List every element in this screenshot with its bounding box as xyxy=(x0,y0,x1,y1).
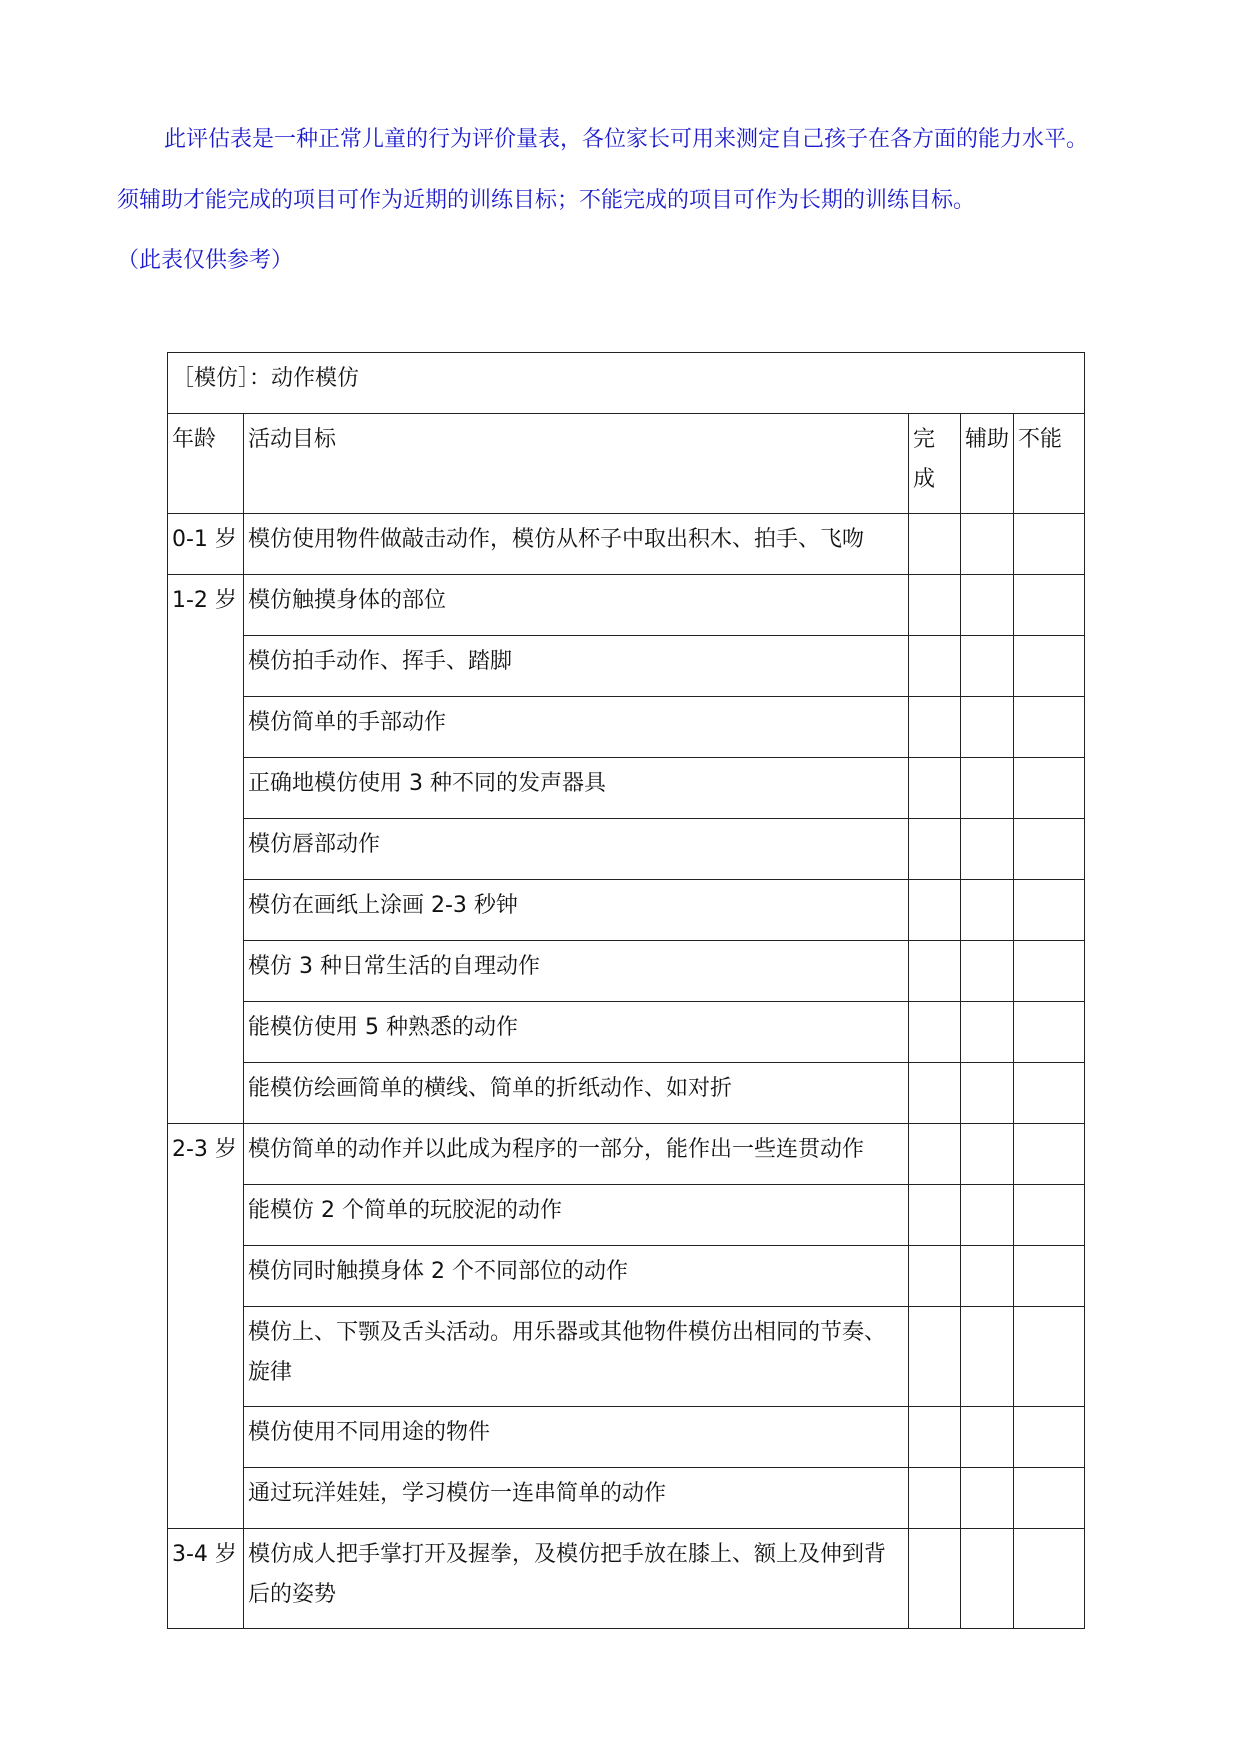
done-checkbox-cell[interactable] xyxy=(909,941,961,1002)
activity-cell: 能模仿使用 5 种熟悉的动作 xyxy=(244,1002,909,1063)
activity-cell: 正确地模仿使用 3 种不同的发声器具 xyxy=(244,758,909,819)
table-row xyxy=(168,1468,1085,1529)
done-checkbox-cell[interactable] xyxy=(909,514,961,575)
cannot-checkbox-cell[interactable] xyxy=(1014,636,1085,697)
done-checkbox-cell[interactable] xyxy=(909,1185,961,1246)
activity-cell: 模仿拍手动作、挥手、踏脚 xyxy=(244,636,909,697)
age-cell: 3-4 岁 xyxy=(168,1529,244,1629)
assisted-checkbox-cell[interactable] xyxy=(961,1185,1014,1246)
done-checkbox-cell[interactable] xyxy=(909,575,961,636)
table-title-row xyxy=(168,353,1085,414)
header-done: 完成 xyxy=(909,414,961,514)
table-row xyxy=(168,1307,1085,1407)
intro-line-3: （此表仅供参考） xyxy=(117,248,294,273)
table-row xyxy=(168,575,1085,636)
activity-cell: 模仿简单的动作并以此成为程序的一部分，能作出一些连贯动作 xyxy=(244,1124,909,1185)
header-activity: 活动目标 xyxy=(244,414,909,514)
cannot-checkbox-cell[interactable] xyxy=(1014,1124,1085,1185)
cannot-checkbox-cell[interactable] xyxy=(1014,941,1085,1002)
done-checkbox-cell[interactable] xyxy=(909,1124,961,1185)
cannot-checkbox-cell[interactable] xyxy=(1014,1468,1085,1529)
cannot-checkbox-cell[interactable] xyxy=(1014,1063,1085,1124)
assisted-checkbox-cell[interactable] xyxy=(961,758,1014,819)
cannot-checkbox-cell[interactable] xyxy=(1014,575,1085,636)
table-row xyxy=(168,758,1085,819)
done-checkbox-cell[interactable] xyxy=(909,1307,961,1407)
header-assisted: 辅助 xyxy=(961,414,1014,514)
assessment-table xyxy=(167,352,1085,1629)
activity-cell: 通过玩洋娃娃，学习模仿一连串简单的动作 xyxy=(244,1468,909,1529)
done-checkbox-cell[interactable] xyxy=(909,1468,961,1529)
done-checkbox-cell[interactable] xyxy=(909,1063,961,1124)
activity-cell: 模仿使用物件做敲击动作，模仿从杯子中取出积木、拍手、飞吻 xyxy=(244,514,909,575)
age-cell: 0-1 岁 xyxy=(168,514,244,575)
activity-cell: 模仿 3 种日常生活的自理动作 xyxy=(244,941,909,1002)
assisted-checkbox-cell[interactable] xyxy=(961,880,1014,941)
assisted-checkbox-cell[interactable] xyxy=(961,1529,1014,1629)
assisted-checkbox-cell[interactable] xyxy=(961,636,1014,697)
table-header-row xyxy=(168,414,1085,514)
table-row xyxy=(168,1407,1085,1468)
table-title: ［模仿］：动作模仿 xyxy=(168,353,1085,414)
table-row xyxy=(168,880,1085,941)
done-checkbox-cell[interactable] xyxy=(909,880,961,941)
activity-cell: 能模仿 2 个简单的玩胶泥的动作 xyxy=(244,1185,909,1246)
assisted-checkbox-cell[interactable] xyxy=(961,941,1014,1002)
assisted-checkbox-cell[interactable] xyxy=(961,1002,1014,1063)
header-age: 年龄 xyxy=(168,414,244,514)
activity-cell: 模仿使用不同用途的物件 xyxy=(244,1407,909,1468)
activity-cell: 模仿同时触摸身体 2 个不同部位的动作 xyxy=(244,1246,909,1307)
assisted-checkbox-cell[interactable] xyxy=(961,1307,1014,1407)
table-row xyxy=(168,636,1085,697)
cannot-checkbox-cell[interactable] xyxy=(1014,1185,1085,1246)
cannot-checkbox-cell[interactable] xyxy=(1014,697,1085,758)
assisted-checkbox-cell[interactable] xyxy=(961,819,1014,880)
table-row xyxy=(168,514,1085,575)
table-row xyxy=(168,1246,1085,1307)
age-cell: 2-3 岁 xyxy=(168,1124,244,1529)
done-checkbox-cell[interactable] xyxy=(909,636,961,697)
table-row xyxy=(168,1124,1085,1185)
done-checkbox-cell[interactable] xyxy=(909,1529,961,1629)
table-row xyxy=(168,1002,1085,1063)
cannot-checkbox-cell[interactable] xyxy=(1014,880,1085,941)
cannot-checkbox-cell[interactable] xyxy=(1014,514,1085,575)
table-row xyxy=(168,1529,1085,1629)
activity-cell: 模仿在画纸上涂画 2-3 秒钟 xyxy=(244,880,909,941)
done-checkbox-cell[interactable] xyxy=(909,758,961,819)
done-checkbox-cell[interactable] xyxy=(909,697,961,758)
activity-cell: 模仿唇部动作 xyxy=(244,819,909,880)
assisted-checkbox-cell[interactable] xyxy=(961,1124,1014,1185)
table-row xyxy=(168,1185,1085,1246)
intro-line-1: 此评估表是一种正常儿童的行为评价量表，各位家长可用来测定自己孩子在各方面的能力水平。 xyxy=(164,127,1089,152)
assisted-checkbox-cell[interactable] xyxy=(961,514,1014,575)
assisted-checkbox-cell[interactable] xyxy=(961,1063,1014,1124)
cannot-checkbox-cell[interactable] xyxy=(1014,819,1085,880)
done-checkbox-cell[interactable] xyxy=(909,819,961,880)
age-cell: 1-2 岁 xyxy=(168,575,244,1124)
cannot-checkbox-cell[interactable] xyxy=(1014,1407,1085,1468)
done-checkbox-cell[interactable] xyxy=(909,1407,961,1468)
assisted-checkbox-cell[interactable] xyxy=(961,1407,1014,1468)
assisted-checkbox-cell[interactable] xyxy=(961,1246,1014,1307)
assisted-checkbox-cell[interactable] xyxy=(961,1468,1014,1529)
table-row xyxy=(168,941,1085,1002)
intro-line-2: 须辅助才能完成的项目可作为近期的训练目标；不能完成的项目可作为长期的训练目标。 xyxy=(117,188,976,213)
done-checkbox-cell[interactable] xyxy=(909,1246,961,1307)
activity-cell: 模仿上、下颚及舌头活动。用乐器或其他物件模仿出相同的节奏、旋律 xyxy=(244,1307,909,1407)
activity-cell: 能模仿绘画简单的横线、简单的折纸动作、如对折 xyxy=(244,1063,909,1124)
table-row xyxy=(168,819,1085,880)
activity-cell: 模仿触摸身体的部位 xyxy=(244,575,909,636)
assisted-checkbox-cell[interactable] xyxy=(961,697,1014,758)
cannot-checkbox-cell[interactable] xyxy=(1014,1246,1085,1307)
assisted-checkbox-cell[interactable] xyxy=(961,575,1014,636)
table-row xyxy=(168,1063,1085,1124)
activity-cell: 模仿简单的手部动作 xyxy=(244,697,909,758)
cannot-checkbox-cell[interactable] xyxy=(1014,758,1085,819)
activity-cell: 模仿成人把手掌打开及握拳，及模仿把手放在膝上、额上及伸到背后的姿势 xyxy=(244,1529,909,1629)
header-cannot: 不能 xyxy=(1014,414,1085,514)
cannot-checkbox-cell[interactable] xyxy=(1014,1529,1085,1629)
cannot-checkbox-cell[interactable] xyxy=(1014,1002,1085,1063)
cannot-checkbox-cell[interactable] xyxy=(1014,1307,1085,1407)
table-row xyxy=(168,697,1085,758)
done-checkbox-cell[interactable] xyxy=(909,1002,961,1063)
